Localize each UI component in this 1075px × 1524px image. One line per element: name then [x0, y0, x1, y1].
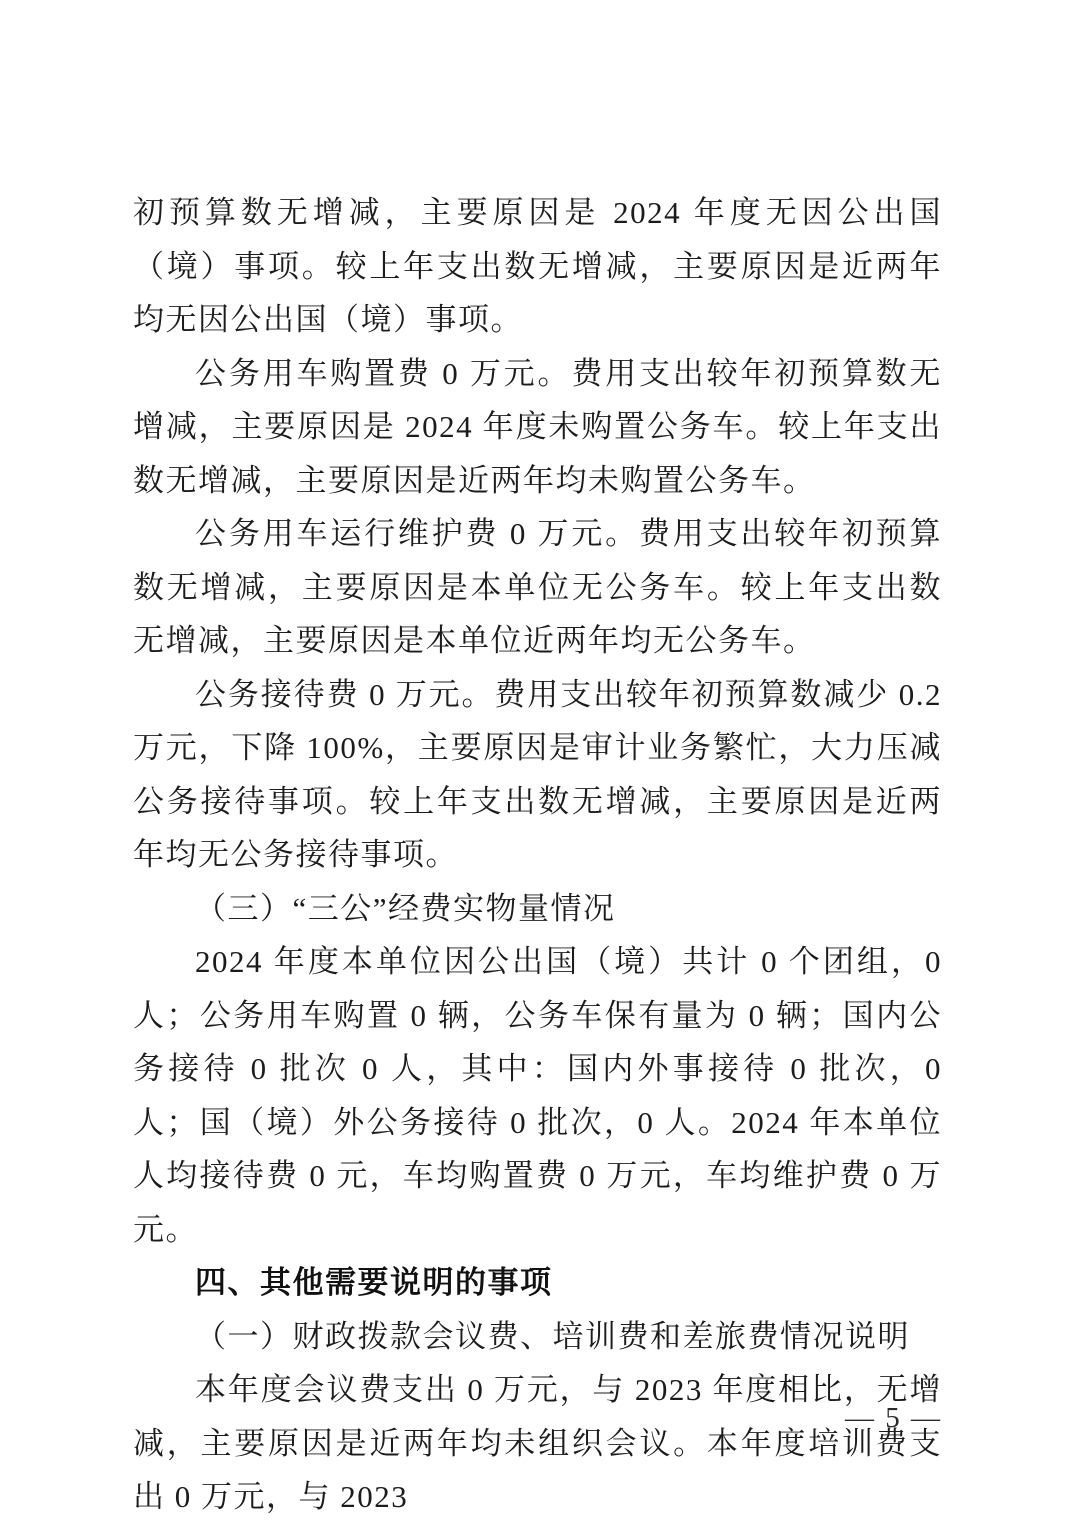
document-body [133, 186, 942, 1524]
heading-other-matters: 四、其他需要说明的事项 [195, 1265, 553, 1300]
paragraph-meeting-fee-details: 本年度会议费支出 0 万元，与 2023 年度相比，无增减，主要原因是近两年均未组织会议。本年度培训费支出 0 万元，与 2023 [133, 1372, 942, 1514]
paragraph-physical-quantity-details: 2024 年度本单位因公出国（境）共计 0 个团组，0 人；公务用车购置 0 辆，公务车保有量为 0 辆；国内公务接待 0 批次 0 人，其中：国内外事接待 0 批次，0 人；国（境）外公务接待 0 批次，0 人。2024 年本单位人均接待费 0 元，车均购置费 0 万元，车均维护费 0 万元。 [133, 944, 942, 1247]
page-number: — 5 — [845, 1402, 942, 1434]
page-footer [133, 1398, 942, 1438]
subheading-three-public-physical-quantities: （三）“三公”经费实物量情况 [195, 890, 616, 926]
paragraph-vehicle-purchase-fee: 公务用车购置费 0 万元。费用支出较年初预算数无增减，主要原因是 2024 年度未购置公务车。较上年支出数无增减，主要原因是近两年均未购置公务车。 [133, 355, 942, 498]
subheading-meeting-training-travel-fees: （一）财政拨款会议费、培训费和差旅费情况说明 [195, 1318, 910, 1354]
paragraph-vehicle-maintenance-fee: 公务用车运行维护费 0 万元。费用支出较年初预算数无增减，主要原因是本单位无公务车。较上年支出数无增减，主要原因是本单位近两年均无公务车。 [133, 516, 942, 658]
paragraph-overseas-trips-continuation: 初预算数无增减，主要原因是 2024 年度无因公出国（境）事项。较上年支出数无增减，主要原因是近两年均无因公出国（境）事项。 [133, 195, 942, 337]
paragraph-official-reception-fee: 公务接待费 0 万元。费用支出较年初预算数减少 0.2 万元，下降 100%，主要原因是审计业务繁忙，大力压减公务接待事项。较上年支出数无增减，主要原因是近两年均无公务接待事项。 [133, 676, 942, 872]
